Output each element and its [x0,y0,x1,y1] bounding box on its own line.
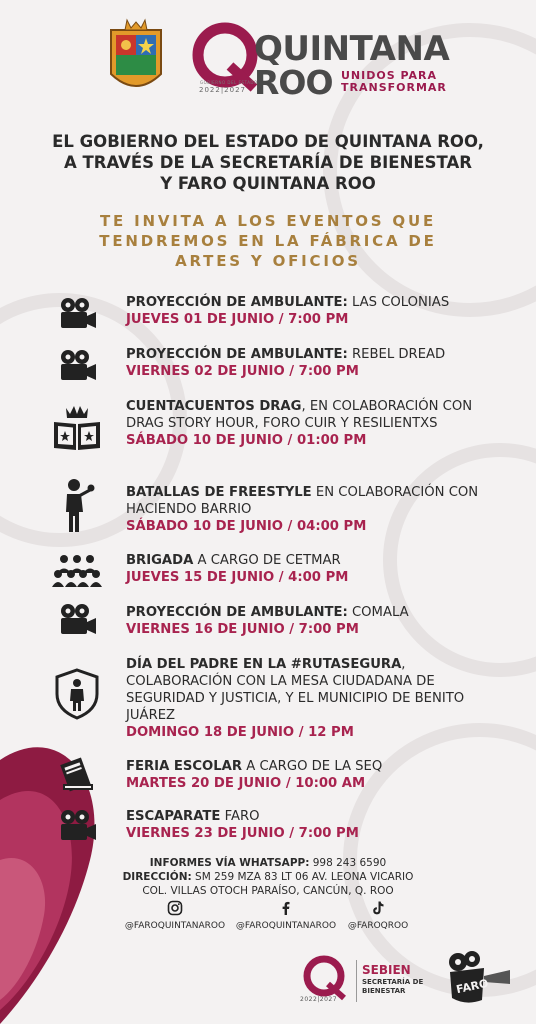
film-camera-icon [50,342,104,390]
footer-divider [356,960,357,1002]
address-line2: COL. VILLAS OTOCH PARAÍSO, CANCÚN, Q. ROO [142,885,394,897]
event-title: ESCAPARATE [126,809,221,824]
event-text [126,346,496,380]
event-date: VIERNES 02 DE JUNIO / 7:00 PM [126,364,359,379]
film-camera-icon [50,596,104,644]
event-detail: LAS COLONIAS [347,295,450,310]
event-text [126,604,496,638]
event-title: BATALLAS DE FREESTYLE [126,485,312,500]
page-subtitle [0,211,536,271]
social-tiktok[interactable] [318,900,438,931]
film-camera-icon [50,802,104,850]
title-line1: EL GOBIERNO DEL ESTADO DE QUINTANA ROO, [52,132,484,151]
facebook-icon [278,900,294,916]
event-detail: FARO [220,809,260,824]
event-text [126,758,496,792]
title-line2: A TRAVÉS DE LA SECRETARÍA DE BIENESTAR [64,153,472,172]
school-books-icon [50,752,104,800]
event-detail: , EN COLABORACIÓN CON DRAG STORY HOUR, FORO CUIR Y RESILIENTXS [126,399,473,431]
tiktok-icon [370,900,386,916]
event-date: VIERNES 16 DE JUNIO / 7:00 PM [126,622,359,637]
address-line1 [0,870,536,884]
brand-small-text: GOBIERNO DEL ESTADO [200,80,258,85]
event-text [126,656,496,741]
event-detail: REBEL DREAD [347,347,446,362]
police-shield-icon [50,670,104,718]
event-text [126,398,496,449]
header-logos [0,14,536,100]
event-title: PROYECCIÓN DE AMBULANTE: [126,347,348,362]
event-text [126,808,496,842]
event-title: DÍA DEL PADRE EN LA #RUTASEGURA [126,657,402,672]
event-detail: A CARGO DE CETMAR [193,553,341,568]
film-camera-icon [50,290,104,338]
brand-second: ROO [254,63,333,102]
whatsapp-number: 998 243 6590 [309,857,387,869]
event-date: JUEVES 15 DE JUNIO / 4:00 PM [126,570,349,585]
event-title: FERIA ESCOLAR [126,759,243,774]
event-detail: , COLABORACIÓN CON LA MESA CIUDADANA DE SEGURIDAD Y JUSTICIA, Y EL MUNICIPIO DE BENITO JUÁREZ [126,657,465,723]
address-text: SM 259 MZA 83 LT 06 AV. LEONA VICARIO [191,871,414,883]
brand-years: 2022|2027 [199,86,246,94]
storybook-crown-icon [50,404,104,452]
event-title: BRIGADA [126,553,194,568]
event-date: VIERNES 23 DE JUNIO / 7:00 PM [126,826,359,841]
event-title: PROYECCIÓN DE AMBULANTE: [126,295,348,310]
footer-logos [0,948,536,1018]
sebien-sub-line2: BIENESTAR [362,987,406,995]
address-label: DIRECCIÓN: [122,871,192,883]
faro-logo-text: FARO [455,976,490,997]
whatsapp-label: INFORMES VÍA WHATSAPP: [149,857,310,869]
social-handle: @FAROQUINTANAROO [235,921,337,931]
contact-info [0,856,536,898]
event-date: DOMINGO 18 DE JUNIO / 12 PM [126,725,354,740]
event-text [126,484,496,535]
subtitle-line2: TENDREMOS EN LA FÁBRICA DE [99,232,437,250]
whatsapp-line [0,856,536,870]
subtitle-line3: ARTES Y OFICIOS [175,252,361,270]
event-date: SÁBADO 10 DE JUNIO / 04:00 PM [126,519,367,534]
brand-slogan [341,70,447,94]
sebien-subtitle [362,978,423,996]
social-handle: @FAROQROO [347,921,409,931]
event-date: SÁBADO 10 DE JUNIO / 01:00 PM [126,433,367,448]
event-text [126,552,496,586]
event-detail: A CARGO DE LA SEQ [242,759,383,774]
brand-main: QUINTANA [254,29,450,69]
event-text [126,294,496,328]
event-date: MARTES 20 DE JUNIO / 10:00 AM [126,776,366,791]
sebien-logo-text: SEBIEN [362,963,411,977]
event-detail: EN COLABORACIÓN CON HACIENDO BARRIO [126,485,479,517]
event-date: JUEVES 01 DE JUNIO / 7:00 PM [126,312,349,327]
sebien-sub-line1: SECRETARÍA DE [362,978,424,986]
social-handle: @FAROQUINTANAROO [124,921,226,931]
event-detail: COMALA [347,605,409,620]
slogan-line2: TRANSFORMAR [341,81,447,94]
page-title [0,131,536,194]
event-title: PROYECCIÓN DE AMBULANTE: [126,605,348,620]
title-line3: Y FARO QUINTANA ROO [160,174,376,193]
footer-years: 2022|2027 [300,996,338,1003]
singer-microphone-icon [50,482,104,530]
subtitle-line1: TE INVITA A LOS EVENTOS QUE [100,212,436,230]
group-people-icon [50,546,104,594]
slogan-line1: UNIDOS PARA [341,69,438,82]
event-title: CUENTACUENTOS DRAG [126,399,302,414]
state-coat-of-arms-icon [107,16,165,96]
social-instagram[interactable] [115,900,235,931]
instagram-icon [167,900,183,916]
